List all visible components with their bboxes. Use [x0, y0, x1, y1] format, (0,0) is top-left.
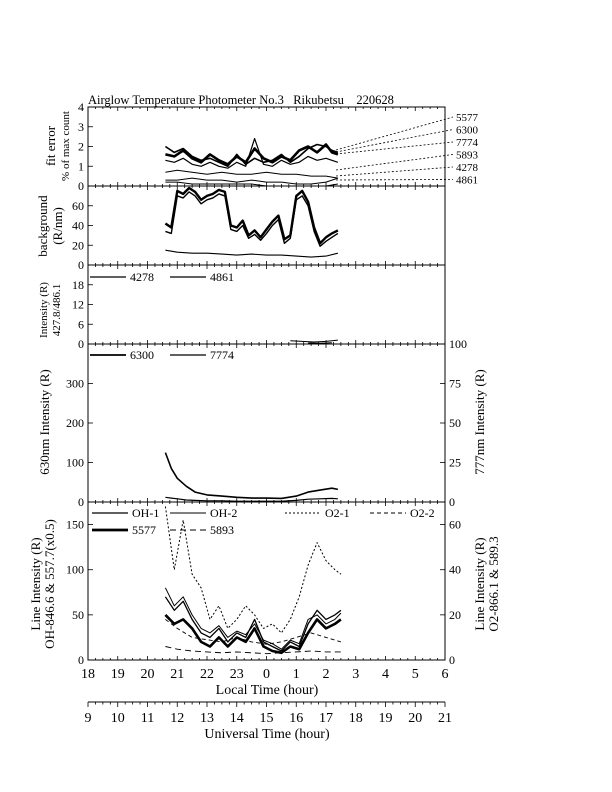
y-tick-label-fit_error: 4 — [78, 100, 84, 114]
fit-error-label-7774: 7774 — [456, 137, 478, 149]
local-time-xlabel: Local Time (hour) — [215, 683, 319, 698]
y-tick-label-intensity_4278: 18 — [72, 277, 84, 292]
y-tick-label-background: 40 — [72, 218, 84, 233]
local-time-tick-label: 6 — [441, 667, 449, 682]
local-time-tick-label: 21 — [170, 667, 185, 682]
fit-error-label-5893: 5893 — [456, 149, 478, 162]
intensity-4278-ylabel-2: 427.8/486.1 — [51, 283, 63, 337]
universal-time-tick-label: 15 — [259, 711, 274, 726]
legend-label-5577: 5577 — [132, 523, 156, 537]
y2-tick-label-intensity_630: 0 — [449, 495, 455, 509]
panel-frame-fit_error — [88, 107, 445, 186]
y-tick-label-intensity_630: 100 — [66, 455, 84, 470]
legend-label-7774: 7774 — [210, 348, 234, 362]
fit-error-labels — [336, 112, 479, 187]
fit-error-ylabel-2: % of max count — [60, 111, 72, 181]
line-intensity-ylabel-left-1: Line Intensity (R) — [28, 537, 43, 631]
legend-label-OH-2: OH-2 — [210, 506, 238, 520]
local-time-tick-label: 2 — [322, 667, 330, 682]
local-time-tick-label: 22 — [200, 667, 214, 682]
fit-error-label-6300: 6300 — [456, 124, 478, 137]
y-tick-label-intensity_4278: 6 — [78, 317, 84, 332]
series-fit_error-4278 — [165, 178, 338, 184]
fit-error-label-4278: 4278 — [456, 162, 478, 174]
y-tick-label-background: 60 — [72, 198, 84, 213]
legends — [90, 270, 435, 537]
local-time-tick-label: 4 — [382, 667, 389, 682]
y-tick-label-background: 20 — [72, 238, 84, 253]
y-tick-label-intensity_4278: 0 — [78, 337, 84, 351]
local-time-tick-label: 20 — [140, 667, 155, 682]
panel-frame-intensity_630 — [88, 344, 445, 502]
y-tick-label-intensity_630: 0 — [78, 495, 84, 509]
universal-time-tick-label: 9 — [84, 711, 92, 726]
y-tick-label-line_intensity: 0 — [78, 653, 84, 667]
series-background-upper-1 — [165, 188, 338, 243]
universal-time-tick-label: 19 — [378, 711, 393, 726]
series-intensity_630-6300 — [165, 453, 338, 499]
y-tick-label-fit_error: 2 — [78, 139, 84, 154]
y2-tick-label-line_intensity: 60 — [449, 517, 461, 532]
series-intensity_4278-4861 — [308, 343, 332, 344]
series-line_intensity-5893 — [165, 647, 341, 654]
axis-ticks — [66, 100, 467, 726]
y2-tick-label-intensity_630: 100 — [449, 337, 467, 351]
legend-label-5893: 5893 — [210, 523, 234, 537]
y2-tick-label-line_intensity: 20 — [449, 607, 461, 622]
y-tick-label-intensity_630: 300 — [66, 376, 84, 391]
universal-time-tick-label: 16 — [289, 711, 304, 726]
line-intensity-ylabel-right-1: Line Intensity (R) — [472, 537, 487, 631]
y2-tick-label-intensity_630: 25 — [449, 455, 461, 470]
y-tick-label-intensity_630: 200 — [66, 416, 84, 430]
series-fit_error-5893 — [165, 170, 338, 178]
y-tick-label-line_intensity: 100 — [66, 562, 84, 577]
fit-error-ylabel-1: fit error — [43, 125, 58, 167]
universal-time-tick-label: 14 — [229, 711, 244, 726]
local-time-tick-label: 5 — [411, 667, 419, 682]
legend-label-O2-2: O2-2 — [410, 506, 435, 520]
fit-error-leader-7774 — [336, 142, 453, 154]
fit-error-leader-6300 — [336, 130, 453, 153]
background-ylabel-1: background — [35, 195, 50, 257]
intensity-630-ylabel-right: 777nm Intensity (R) — [472, 369, 487, 475]
data-series — [165, 139, 341, 654]
universal-time-tick-label: 11 — [140, 711, 155, 726]
y2-tick-label-intensity_630: 75 — [449, 376, 461, 391]
fit-error-leader-5577 — [336, 117, 453, 150]
chart-title: Airglow Temperature Photometer No.3 Rikubetsu 220628 — [88, 93, 394, 107]
y-tick-label-fit_error: 3 — [78, 119, 84, 134]
local-time-tick-label: 1 — [292, 667, 300, 682]
y-tick-label-background: 0 — [78, 258, 84, 272]
legend-label-4861: 4861 — [210, 270, 234, 284]
y-tick-label-intensity_4278: 12 — [72, 297, 84, 312]
universal-time-tick-label: 10 — [110, 711, 125, 726]
fit-error-label-4861: 4861 — [456, 174, 478, 187]
y-tick-label-fit_error: 1 — [78, 159, 84, 174]
fit-error-leader-4278 — [336, 167, 453, 176]
y-tick-label-line_intensity: 50 — [72, 607, 84, 622]
line-intensity-ylabel-right-2: O2-866.1 & 589.3 — [486, 536, 501, 632]
y2-tick-label-line_intensity: 0 — [449, 653, 455, 667]
universal-time-xlabel: Universal Time (hour) — [204, 727, 330, 742]
y-tick-label-fit_error: 0 — [78, 179, 84, 193]
fit-error-leader-4861 — [336, 180, 453, 181]
universal-time-tick-label: 20 — [408, 711, 423, 726]
legend-label-6300: 6300 — [130, 348, 154, 362]
local-time-tick-label: 18 — [81, 667, 95, 682]
series-intensity_4278-4278 — [290, 340, 338, 342]
universal-time-tick-label: 18 — [348, 711, 363, 726]
intensity-630-ylabel-left: 630nm Intensity (R) — [37, 369, 52, 475]
panel-frame-background — [88, 186, 445, 265]
legend-label-4278: 4278 — [130, 270, 154, 284]
local-time-tick-label: 19 — [110, 667, 125, 682]
y-tick-label-line_intensity: 150 — [66, 517, 84, 532]
local-time-tick-label: 23 — [229, 667, 244, 682]
legend-label-OH-1: OH-1 — [132, 506, 160, 520]
universal-time-tick-label: 12 — [170, 711, 185, 726]
legend-label-O2-1: O2-1 — [325, 506, 350, 520]
fit-error-leader-5893 — [336, 155, 453, 171]
universal-time-tick-label: 13 — [200, 711, 214, 726]
universal-time-tick-label: 17 — [319, 711, 333, 726]
y2-tick-label-line_intensity: 40 — [449, 562, 461, 577]
universal-time-tick-label: 21 — [438, 711, 452, 726]
line-intensity-ylabel-left-2: OH-846.6 & 557.7(x0.5) — [42, 519, 57, 649]
local-time-tick-label: 0 — [263, 667, 270, 682]
y2-tick-label-intensity_630: 50 — [449, 416, 461, 430]
series-line_intensity-5577 — [165, 615, 341, 653]
background-ylabel-2: (R/nm) — [50, 207, 65, 245]
fit-error-label-5577: 5577 — [456, 112, 478, 124]
series-background-lower — [165, 250, 338, 257]
local-time-tick-label: 3 — [352, 667, 360, 682]
intensity-4278-ylabel-1: Intensity (R) — [38, 282, 50, 338]
